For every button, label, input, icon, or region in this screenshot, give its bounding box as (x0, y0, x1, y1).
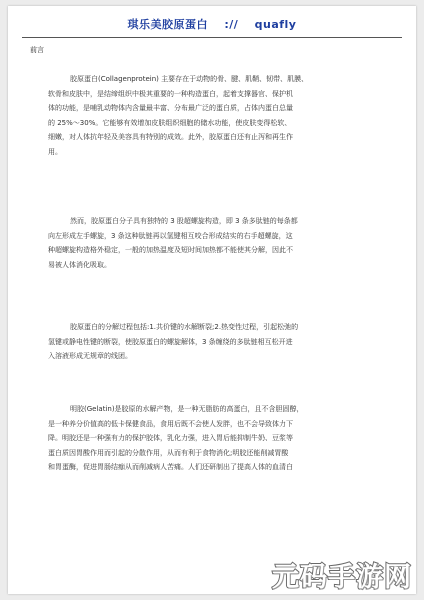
paragraph-line: 氢键或静电性键的断裂，使胶原蛋白的螺旋解体，3 条缠绕的多肽链相互松开进 (48, 337, 293, 346)
preface-heading: 前言 (30, 46, 44, 54)
header-brand: quafly (254, 18, 297, 31)
paragraph-triple-helix (48, 214, 378, 272)
site-watermark: 元码手游网 (272, 562, 412, 593)
paragraph-decomposition (48, 320, 378, 364)
paragraph-line: 向左形成左手螺旋，3 条这种肽链再以氢键相互咬合形成结实的右手超螺旋，这 (48, 231, 293, 240)
paragraph-line: 胶原蛋白的分解过程包括:1.共价键的水解断裂;2.热变性过程，引起松弛的 (70, 323, 299, 331)
paragraph-line: 的 25%～30%。它能够有效增加皮肤组织细胞的储水功能，使皮肤变得松软、 (48, 118, 292, 127)
paragraph-line: 明胶(Gelatin)是胶原的水解产物，是一种无脂肪的高蛋白，且不含胆固醇， (70, 405, 304, 413)
paragraph-line: 体的功能，是哺乳动物体内含量最丰富、分布最广泛的蛋白质，占体内蛋白总量 (48, 104, 293, 112)
paragraph-line: 入溶液形成无规章的线团。 (48, 352, 132, 360)
paragraph-line: 蛋白质因胃酸作用而引起的分散作用，从而有利于食物消化;明胶还能削减胃酸 (48, 448, 289, 457)
document-page (8, 6, 416, 594)
paragraph-line: 胶原蛋白(Collagenprotein) 主要存在于动物的骨、腱、肌鞘、韧带、肌膜、 (70, 75, 309, 83)
paragraph-line: 降。明胶还是一种强有力的保护胶体，乳化力强，进入胃后能抑制牛奶、豆浆等 (48, 434, 293, 442)
page-header (8, 16, 416, 32)
paragraph-line: 易被人体消化吸取。 (48, 260, 111, 269)
header-title: 琪乐美胶原蛋白 (127, 18, 208, 31)
paragraph-line: 种超螺旋构造格外稳定，一般的加热温度及短时间加热都不能使其分解，因此不 (48, 246, 293, 254)
paragraph-gelatin (48, 402, 378, 475)
paragraph-line: 细嫩，对人体抗年轻及美容具有特别的成效。此外，胶原蛋白还有止泻和再生作 (48, 133, 293, 141)
paragraph-collagen-intro (48, 72, 378, 159)
paragraph-line: 然而，胶原蛋白分子具有独特的 3 股超螺旋构造，即 3 条多肽链的每条都 (70, 217, 298, 225)
header-divider (22, 37, 402, 38)
header-separator: :// (224, 18, 239, 31)
paragraph-line: 是一种养分价值高的低卡保健食品，食用后既不会使人发胖，也不会导致体力下 (48, 419, 293, 428)
paragraph-line: 软骨和皮肤中，是结缔组织中极其重要的一种构造蛋白，起着支撑器官、保护机 (48, 89, 293, 98)
paragraph-line: 和胃蛋酶，促进胃肠结痂从而削减病人苦痛。人们还研制出了提高人体的血清白 (48, 463, 293, 471)
paragraph-line: 用。 (48, 147, 62, 156)
